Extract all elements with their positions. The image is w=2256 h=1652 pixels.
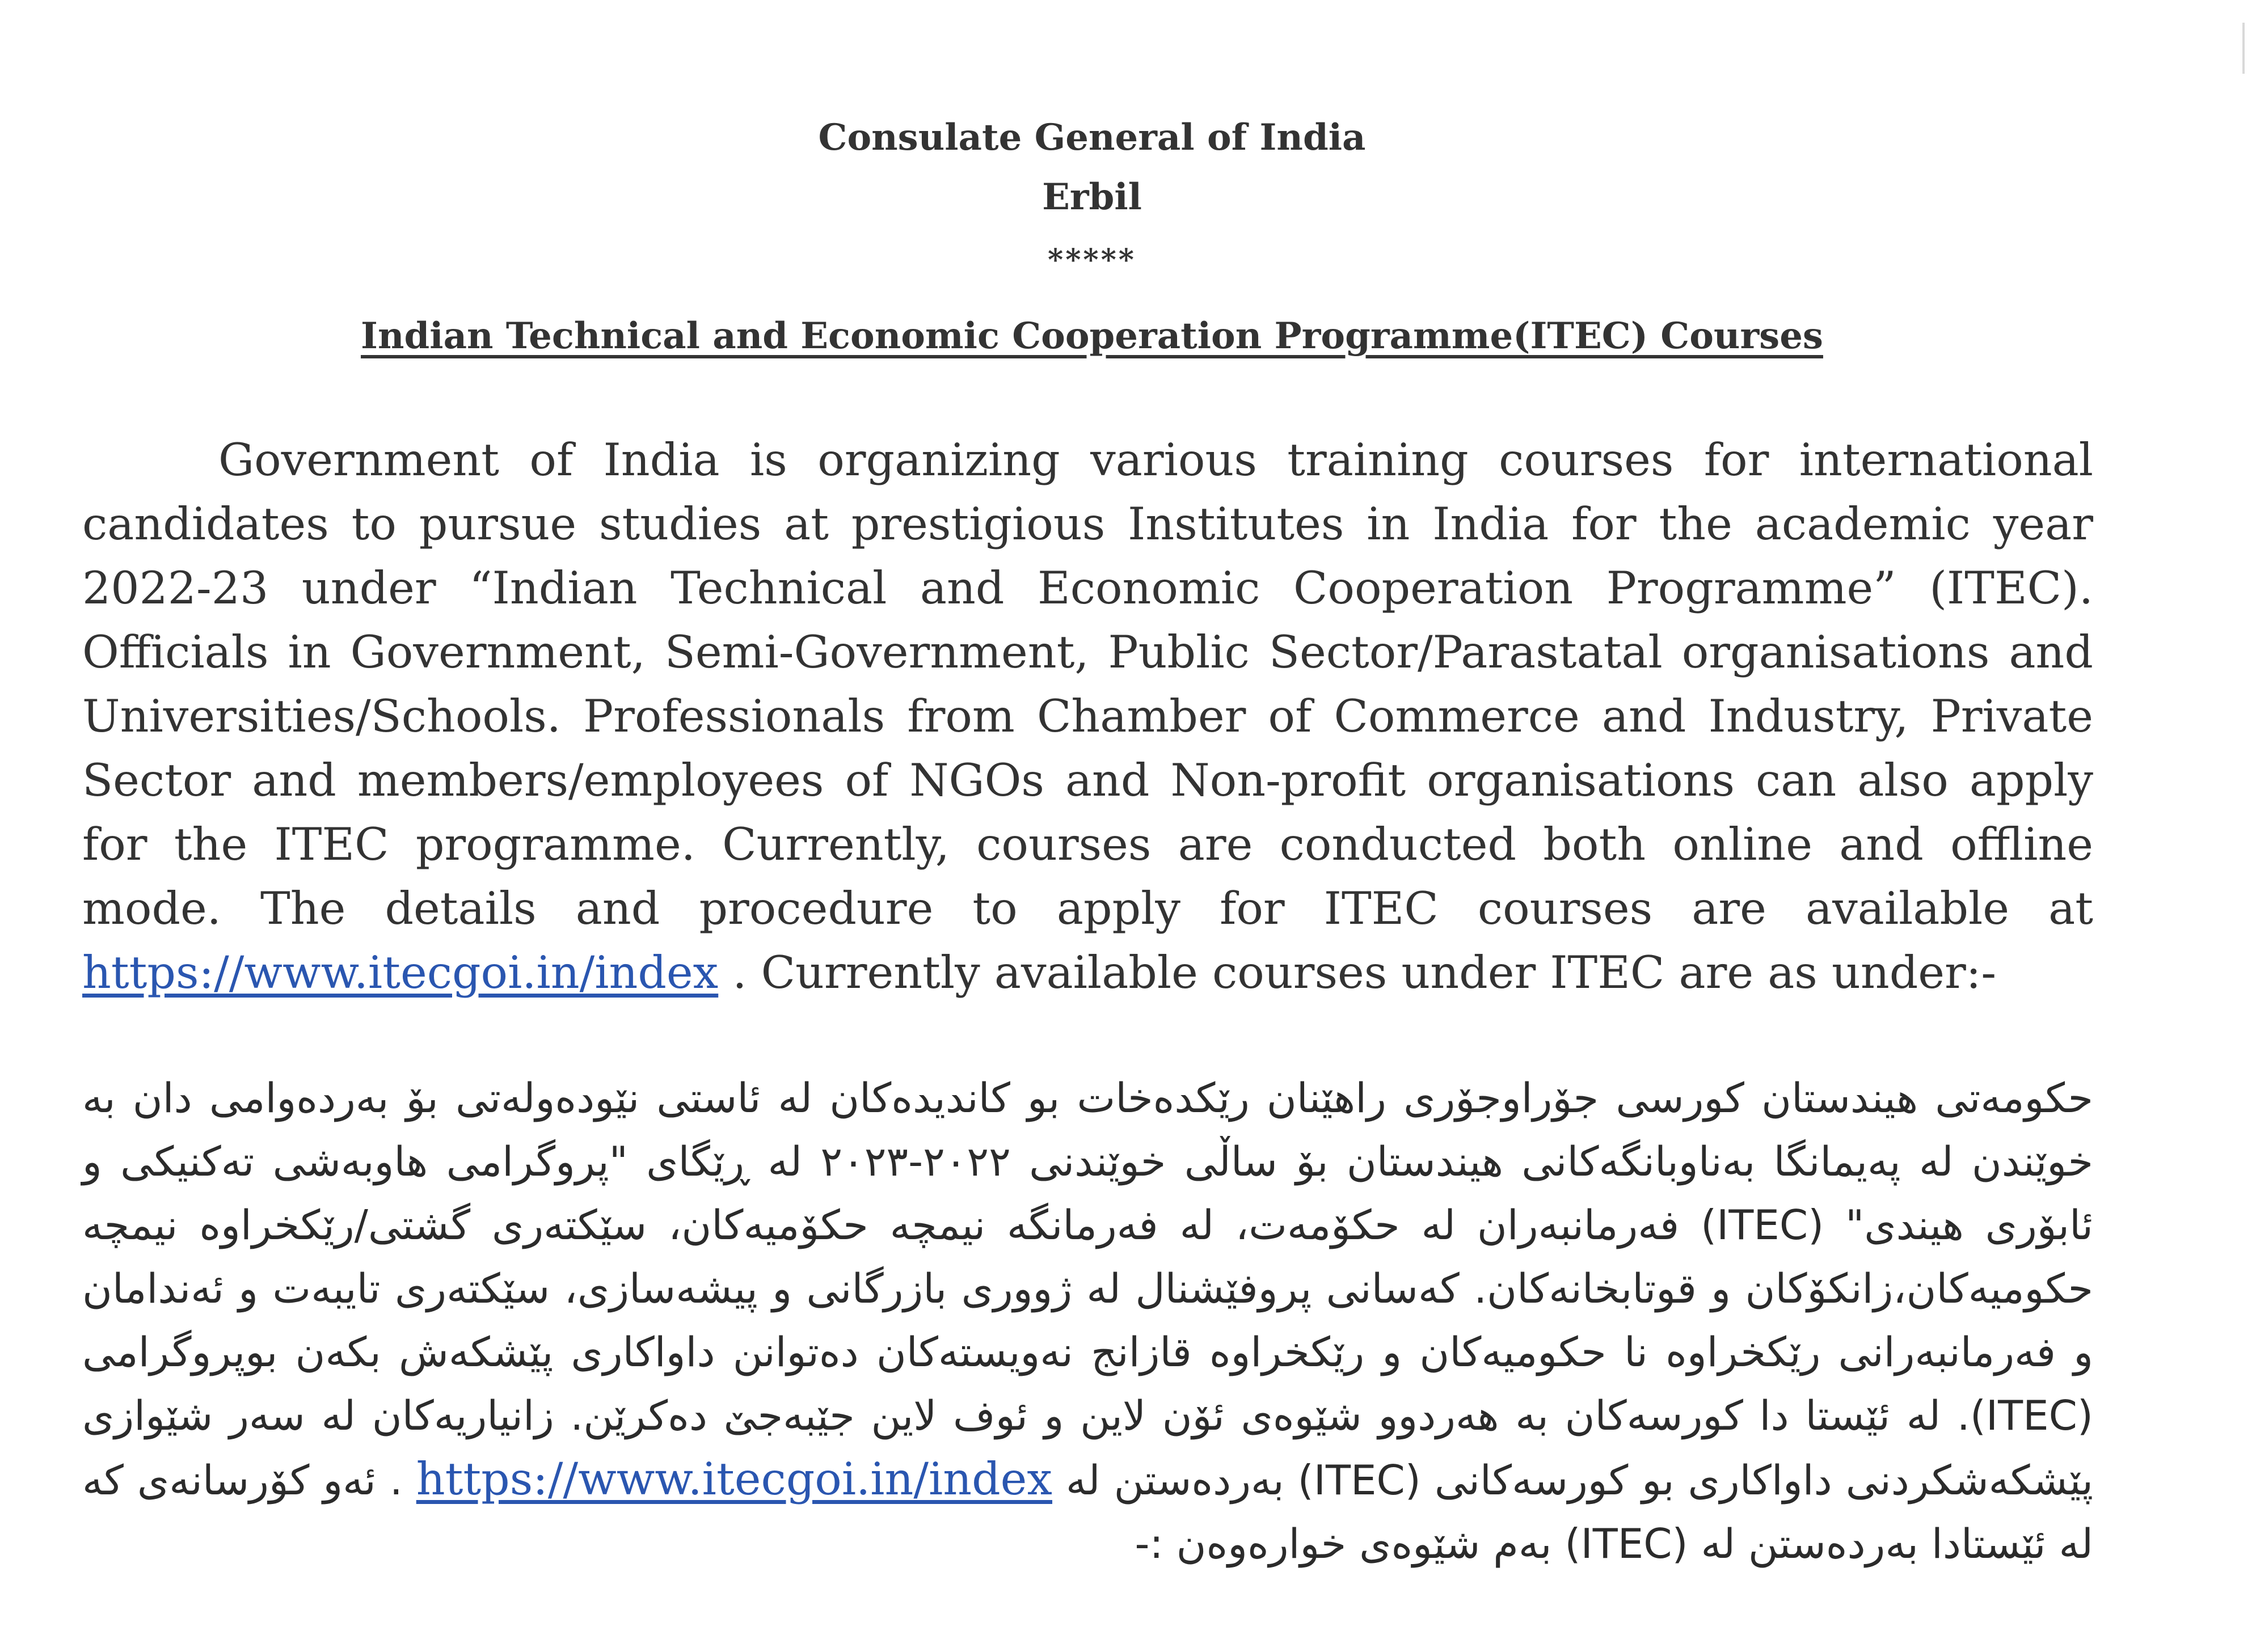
scan-edge-mark <box>2242 23 2245 74</box>
english-paragraph <box>82 428 2093 1005</box>
document-title: Indian Technical and Economic Cooperation Programme(ITEC) Courses <box>361 315 1823 357</box>
english-text-before-link: Government of India is organizing various training courses for international candidates to pursue studies at prestigious Institutes in India for the academic year 2022-23 under “Indian Technical and Economic Cooperation Programme” (ITEC). Officials in Government, Semi-Government, Public Sector/Parastatal organisations and Universities/Schools. Professionals from Chamber of Commerce and Industry, Private Sector and members/employees of NGOs and Non-profit organisations can also apply for the ITEC programme. Currently, courses are conducted both online and offline mode. The details and procedure to apply for ITEC courses are available at <box>82 434 2093 935</box>
kurdish-text-after-link: . ئەو کۆرسانەی کە لە ئێستادا بەردەستن لە (ITEC) بەم شێوەی خوارەوەن :- <box>82 1456 2093 1568</box>
english-text-after-link: . Currently available courses under ITEC are as under:- <box>732 947 1997 999</box>
separator-stars: ***** <box>1048 243 1136 277</box>
itec-link-english[interactable]: https://www.itecgoi.in/index <box>82 947 719 999</box>
kurdish-text-before-link: حکومەتی هیندستان کورسی جۆراوجۆری راهێنان رێکدەخات بو کاندیدەکان لە ئاستی نێودەولەتی بۆ بەردەوامی دان بە خوێندن لە پەیمانگا بەناوبانگەکانی هیندستان بۆ ساڵی خوێندنی ٢٠٢٢-٢٠٢٣ لە ڕێگای "پروگرامی هاوبەشی تەکنیکی و ئابۆری هیندی" (ITEC) فەرمانبەران لە حکۆمەت، لە فەرمانگە نیمچە حکۆمیەکان، سێکتەری گشتی/رێکخراوە نیمچە حکومیەکان،زانکۆکان و قوتابخانەکان. کەسانی پروفێشنال لە ژووری بازرگانی و پیشەسازی، سێکتەری تایبەت و ئەندامان و فەرمانبەرانی رێکخراوە نا حکومیەکان و رێکخراوە قازانج نەویستەکان دەتوانن داواکاری پێشکەش بکەن بوپروگرامی (ITEC). لە ئێستا دا کورسەکان بە هەردوو شێوەی ئۆن لاین و ئوف لاین جێبەجێ دەکرێن. زانیاریەکان لە سەر شێوازی پێشکەشکردنی داواکاری بو کورسەکانی (ITEC) بەردەستن لە <box>82 1074 2094 1504</box>
organization-heading: Consulate General of India <box>818 116 1366 159</box>
city-heading: Erbil <box>1042 176 1142 218</box>
itec-link-kurdish[interactable]: https://www.itecgoi.in/index <box>416 1453 1052 1505</box>
kurdish-paragraph <box>82 1066 2093 1575</box>
